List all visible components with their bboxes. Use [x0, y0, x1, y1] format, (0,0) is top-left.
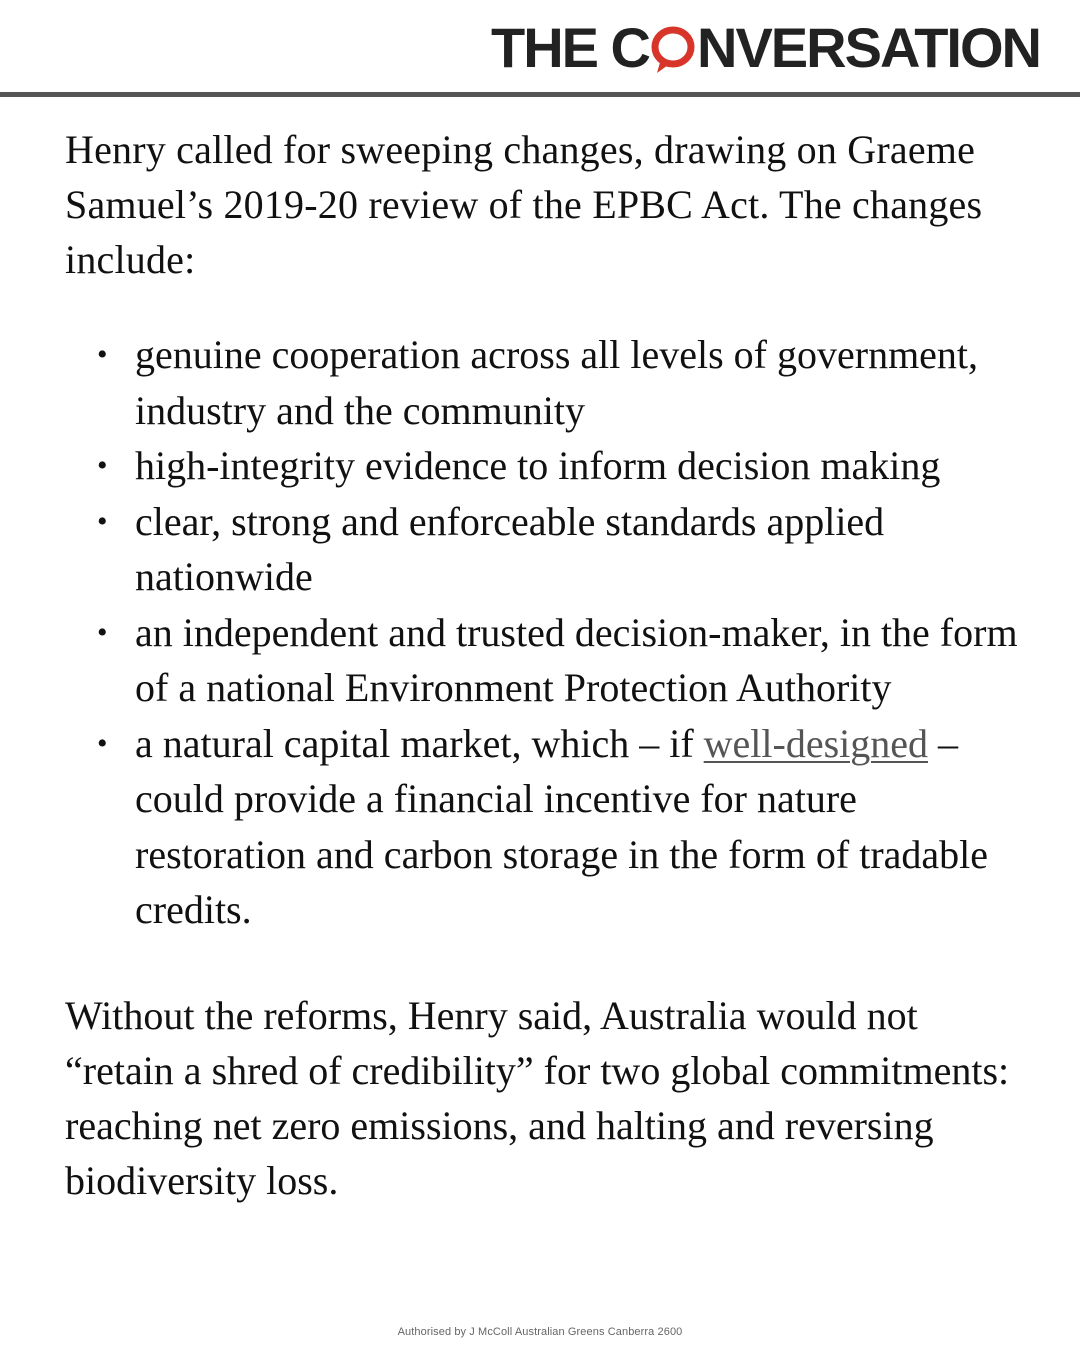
the-conversation-logo[interactable] — [491, 18, 1040, 78]
bullet-icon: • — [97, 449, 108, 482]
bullet-icon: • — [97, 726, 108, 760]
bullet-icon: • — [97, 504, 108, 538]
list-item-text: an independent and trusted decision-maker, in the form of a national Environment Protection Authority — [135, 609, 1018, 710]
changes-list — [65, 327, 1025, 938]
list-item-text-before-link: a natural capital market, which – if — [135, 720, 704, 766]
bullet-icon: • — [97, 338, 108, 371]
bullet-icon: • — [97, 615, 108, 649]
logo-text-prefix: THE C — [491, 16, 649, 79]
well-designed-link[interactable]: well-designed — [703, 720, 929, 766]
list-item-text: high-integrity evidence to inform decision making — [135, 443, 941, 488]
closing-paragraph: Without the reforms, Henry said, Australia would not “retain a shred of credibility” for two global commitments: reaching net zero emissions, and halting and reversing biodiversity loss. — [65, 992, 1010, 1203]
authorisation-footer: Authorised by J McColl Australian Greens Canberra 2600 — [397, 1326, 683, 1338]
list-item — [65, 438, 1025, 494]
list-item-text: genuine cooperation across all levels of government, industry and the community — [135, 332, 979, 433]
logo-text-suffix: NVERSATION — [697, 16, 1040, 79]
list-item-text: clear, strong and enforceable standards applied nationwide — [135, 498, 885, 599]
list-item — [65, 605, 1025, 716]
intro-paragraph: Henry called for sweeping changes, drawing on Graeme Samuel’s 2019-20 review of the EPBC Act. The changes include: — [65, 127, 983, 282]
list-item — [65, 327, 1025, 438]
article-body — [65, 122, 1025, 1208]
site-header — [0, 0, 1080, 97]
list-item-text-after-link: – could provide a financial incentive for nature restoration and carbon storage in the form of tradable credits. — [135, 720, 989, 932]
list-item — [65, 494, 1025, 605]
list-item — [65, 716, 1025, 938]
logo-o-bubble-icon — [651, 27, 695, 71]
